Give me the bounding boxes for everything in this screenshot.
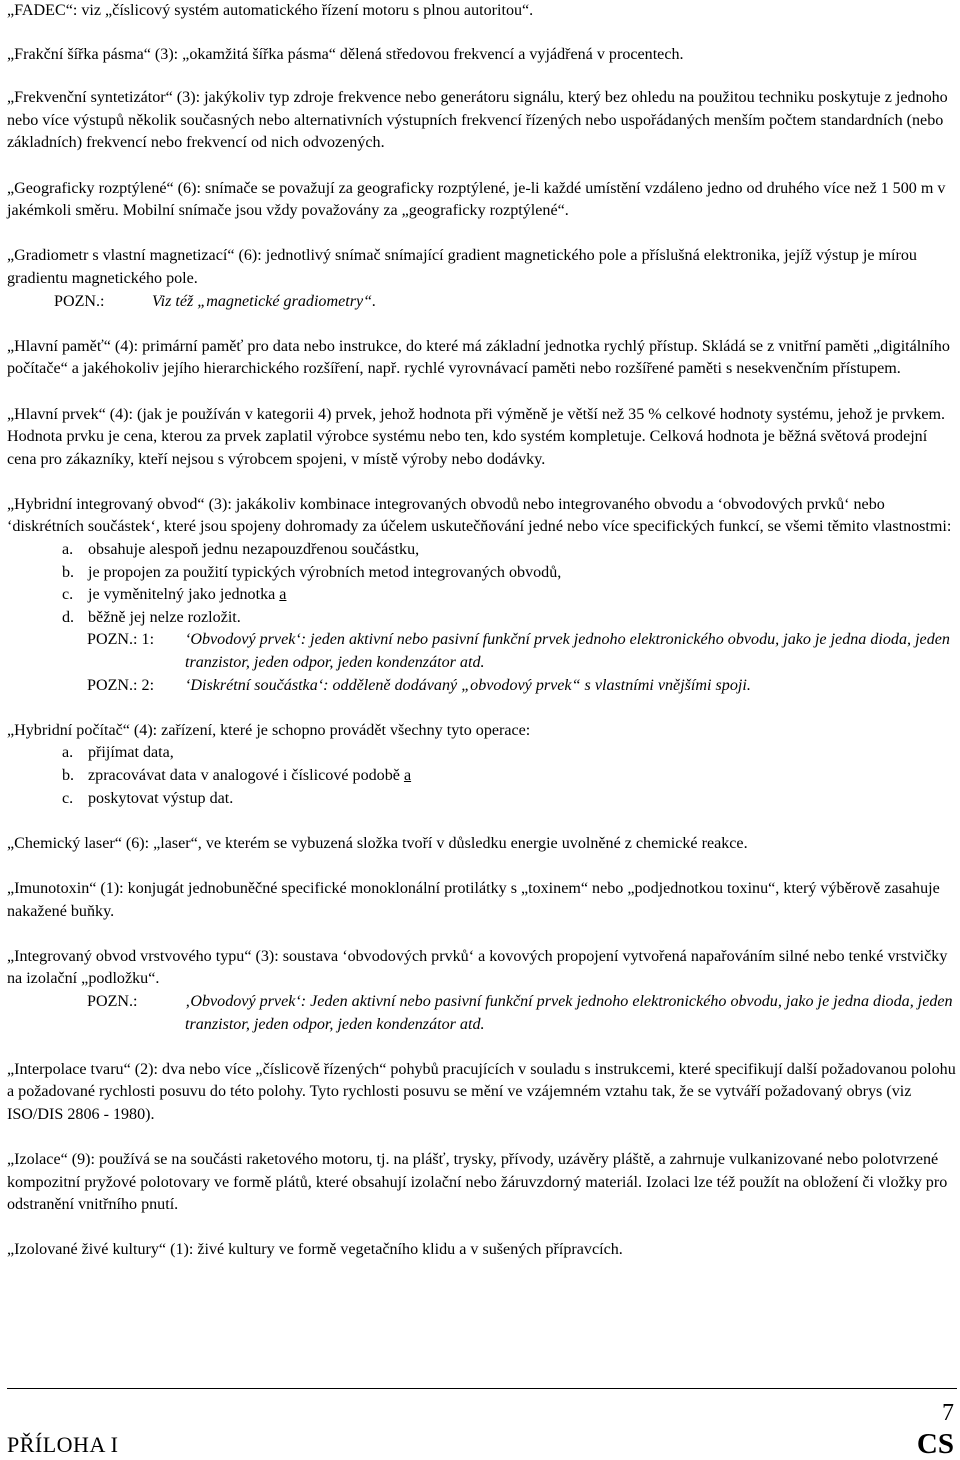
definition-text: „Izolace“ (9): používá se na součásti raketového motoru, tj. na plášť, trysky, přívody, uzávěry pláště, a zahrnuje vulkanizované nebo polotvrzené kompozitní pryžové polotovary ve formě plátů, které obsahují izolační nebo žáruvzdorný materiál. Izolaci lze též použít na obložení či vložky pro odstranění vnitřního pnutí. xyxy=(7,1151,948,1214)
definition-text: „Imunotoxin“ (1): konjugát jednobuněčné specifické monoklonální protilátky s „toxinem“ nebo „podjednotkou toxinu“, který výběrově zasahuje nakažené buňky. xyxy=(7,879,940,920)
list-item-label: c. xyxy=(62,789,74,807)
language-code: CS xyxy=(916,1428,954,1460)
list-item-label: a. xyxy=(62,744,74,762)
definition-entry xyxy=(7,404,957,472)
note-text: ‘Obvodový prvek‘: jeden aktivní nebo pasivní funkční prvek jednoho elektronického obvodu, jako je jedna dioda, jeden tranzistor, jeden odpor, jeden kondenzátor atd. xyxy=(185,631,950,672)
note xyxy=(7,629,957,674)
list-item xyxy=(7,584,957,607)
definition-text: „Gradiometr s vlastní magnetizací“ (6): jednotlivý snímač snímající gradient magnetického pole a příslušná elektronika, jejíž výstup je mírou gradientu magnetického pole. xyxy=(7,247,917,287)
definition-text: „Integrovaný obvod vrstvového typu“ (3): soustava ‘obvodových prvků‘ a kovových propojení vytvořená napařováním silné nebo tenké vrstvičky na izolační „podložku“. xyxy=(7,947,948,988)
note-label: POZN.: 1: xyxy=(87,631,155,649)
note-text: ‘Diskrétní součástka‘: odděleně dodávaný „obvodový prvek“ s vlastními vnějšími spoji. xyxy=(185,676,751,694)
footer-divider xyxy=(7,1388,957,1389)
note-text: Viz též „magnetické gradiometry“. xyxy=(152,292,377,310)
definition-entry xyxy=(7,44,957,67)
list-item-label: b. xyxy=(62,767,75,784)
list-item-text: je propojen za použití typických výrobních metod integrovaných obvodů, xyxy=(88,563,562,581)
list-item-conjunction: a xyxy=(279,586,287,604)
definition-entry xyxy=(7,87,957,155)
definition-entry xyxy=(7,245,957,313)
definition-entry xyxy=(7,720,957,810)
list-item xyxy=(7,539,957,562)
list-item-text: obsahuje alespoň jednu nezapouzdřenou součástku, xyxy=(88,541,420,559)
note-label: POZN.: xyxy=(87,992,138,1010)
definition-entry xyxy=(7,878,957,923)
note xyxy=(7,291,957,314)
definition-text: „Geograficky rozptýlené“ (6): snímače se považují za geograficky rozptýlené, je-li každé umístění vzdáleno jedno od druhého více než 1 500 m v jakémkoli směru. Mobilní snímače jsou vždy považovány za „geograficky rozptýlené“. xyxy=(7,179,946,220)
page-number: 7 xyxy=(942,1400,954,1426)
definition-text: „Izolované živé kultury“ (1): živé kultury ve formě vegetačního klidu a v sušených přípravcích. xyxy=(7,1241,623,1259)
definition-text: „Interpolace tvaru“ (2): dva nebo více „číslicově řízených“ pohybů pracujících v souladu s instrukcemi, které specifikují další požadovanou polohu a požadované rychlosti posuvu do této polohy. Tyto rychlosti posuvu se mění ve vzájemném vztahu tak, že se vytváří požadovaný obrys (viz ISO/DIS 2806 - 1980). xyxy=(7,1060,956,1123)
definition-entry xyxy=(7,494,957,697)
list-item-text: je vyměnitelný jako jednotka xyxy=(88,586,280,604)
definition-entry xyxy=(7,0,957,23)
definition-text: „Chemický laser“ (6): „laser“, ve kterém se vybuzená složka tvoří v důsledku energie uvolněné z chemické reakce. xyxy=(7,834,748,852)
definition-entry xyxy=(7,833,957,856)
definition-text: „FADEC“: viz „číslicový systém automatického řízení motoru s plnou autoritou“. xyxy=(7,2,534,19)
list-item-text: běžně jej nelze rozložit. xyxy=(88,608,241,626)
list-item-conjunction: a xyxy=(403,767,412,784)
definition-text: „Frekvenční syntetizátor“ (3): jakýkoliv typ zdroje frekvence nebo generátoru signálu, který bez ohledu na použitou techniku poskytuje z jednoho nebo více výstupů několik současných nebo alternativních výstupních frekvencí řízených nebo uspořádaných menším počtem standardních (nebo základních) frekvencí nebo frekvencí od nich odvozených. xyxy=(7,89,948,152)
list-item-text: přijímat data, xyxy=(88,744,174,762)
definition-entry xyxy=(7,1059,957,1127)
note-label: POZN.: 2: xyxy=(87,676,155,694)
list-item-label: d. xyxy=(62,608,75,626)
definition-text: „Hlavní prvek“ (4): (jak je používán v kategorii 4) prvek, jehož hodnota při výměně je větší než 35 % celkové hodnoty systému, jehož je prvkem. Hodnota prvku je cena, kterou za prvek zaplatil výrobce systému nebo ten, kdo systém kompletuje. Celková hodnota je běžná světová prodejní cena pro zákazníky, kteří nejsou s výrobcem spojeni, v místě výroby nebo dodávky. xyxy=(7,405,946,468)
list-item-text: zpracovávat data v analogové i číslicové podobě xyxy=(88,767,404,784)
list-item-label: b. xyxy=(62,563,75,581)
condition-list xyxy=(7,539,957,629)
list-item xyxy=(7,765,957,788)
definition-text: „Frakční šířka pásma“ (3): „okamžitá šířka pásma“ dělená středovou frekvencí a vyjádřená v procentech. xyxy=(7,45,684,63)
definition-entry xyxy=(7,1149,957,1217)
note-text: ‚Obvodový prvek‘: Jeden aktivní nebo pasivní funkční prvek jednoho elektronického obvodu, jako je jedna dioda, jeden tranzistor, jeden odpor, jeden kondenzátor atd. xyxy=(185,992,953,1033)
list-item-text: poskytovat výstup dat. xyxy=(88,789,234,807)
definition-entry xyxy=(7,946,957,1036)
list-item-label: a. xyxy=(62,541,74,559)
list-item xyxy=(7,562,957,585)
definition-text: „Hlavní paměť“ (4): primární paměť pro data nebo instrukce, do které má základní jednotka rychlý přístup. Skládá se z vnitřní paměti „digitálního počítače“ a jakéhokoliv jejího hierarchického rozšíření, např. rychlé vyrovnávací paměti nebo rozšířené paměti s nesekvenčním přístupem. xyxy=(7,337,950,378)
list-item xyxy=(7,742,957,765)
list-item xyxy=(7,607,957,630)
condition-list xyxy=(7,742,957,810)
definition-entry xyxy=(7,178,957,223)
definition-entry xyxy=(7,336,957,381)
definition-text: „Hybridní integrovaný obvod“ (3): jakákoliv kombinace integrovaných obvodů nebo integrovaného obvodu a ‘obvodových prvků‘ nebo ‘diskrétních součástek‘, které jsou spojeny dohromady za účelem uskutečňování jedné nebo více specifických funkcí, se všemi těmito vlastnostmi: xyxy=(7,495,952,536)
list-item-label: c. xyxy=(62,586,74,604)
note xyxy=(7,675,957,698)
annex-label: PŘÍLOHA I xyxy=(7,1432,119,1457)
definition-entry xyxy=(7,1239,957,1262)
list-item xyxy=(7,788,957,811)
note xyxy=(7,991,957,1036)
note-label: POZN.: xyxy=(54,292,105,310)
definition-text: „Hybridní počítač“ (4): zařízení, které je schopno provádět všechny tyto operace: xyxy=(7,721,531,739)
document-body xyxy=(7,0,957,1285)
